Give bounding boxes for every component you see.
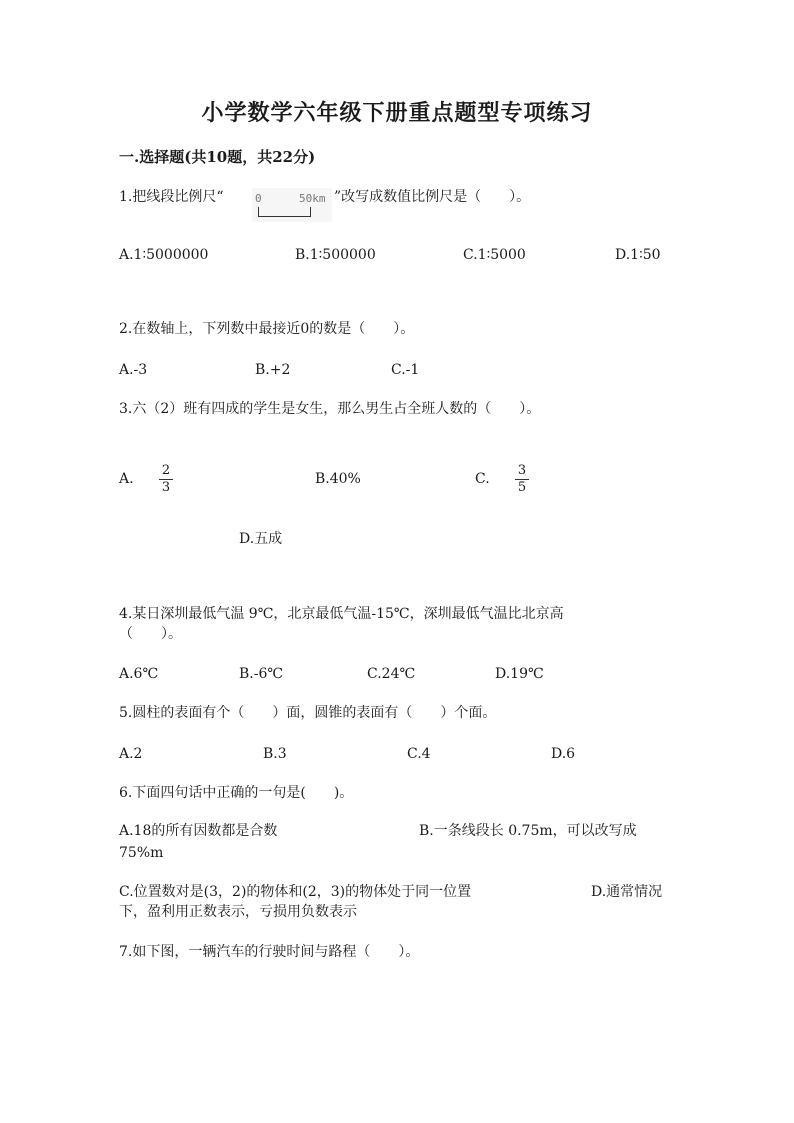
question-5-text: 5.圆柱的表面有个（ ）面，圆锥的表面有（ ）个面。 [119,705,497,721]
question-4-option-c: C.24℃ [367,666,416,682]
scale-bar-figure [252,188,332,222]
question-2-option-b: B.+2 [255,362,291,378]
question-6-option-b-line-2: 75%m [119,845,164,861]
question-2-text: 2.在数轴上，下列数中最接近0的数是（ ）。 [119,321,415,337]
fraction-denominator: 5 [517,480,527,495]
question-3-option-a-label: A. [119,471,134,487]
question-1-option-b: B.1∶500000 [295,247,376,263]
question-3-option-b: B.40% [315,471,361,487]
question-1-text-before: 1.把线段比例尺“ [119,189,224,205]
question-5-option-b: B.3 [263,746,287,762]
question-3-option-a-fraction [159,464,173,495]
question-7-text: 7.如下图，一辆汽车的行驶时间与路程（ ）。 [119,944,420,960]
question-6-option-b-line-1: B.一条线段长 0.75m，可以改写成 [419,823,637,839]
question-1-option-d: D.1∶50 [615,247,661,263]
section-heading: 一.选择题(共10题，共22分) [119,148,316,166]
page-title: 小学数学六年级下册重点题型专项练习 [201,100,593,126]
question-1-option-c: C.1∶5000 [463,247,526,263]
question-3-option-d: D.五成 [239,531,283,547]
question-4-option-d: D.19℃ [495,666,544,682]
question-6-text: 6.下面四句话中正确的一句是( )。 [119,785,354,801]
question-5-option-c: C.4 [407,746,431,762]
question-1-text-after: ”改写成数值比例尺是（ ）。 [334,189,531,205]
question-4-text-line-1: 4.某日深圳最低气温 9℃，北京最低气温-15℃，深圳最低气温比北京高 [119,606,564,622]
question-6-option-d-line-1: D.通常情况 [591,884,663,900]
question-4-option-b: B.-6℃ [239,666,284,682]
question-4-text-line-2: （ ）。 [119,626,182,642]
question-3-text: 3.六（2）班有四成的学生是女生，那么男生占全班人数的（ ）。 [119,401,541,417]
question-1-option-a: A.1∶5000000 [119,247,209,263]
scale-bar-end-label: 50km [299,192,326,205]
question-6-option-a: A.18的所有因数都是合数 [119,823,278,839]
question-6-option-d-line-2: 下，盈利用正数表示，亏损用负数表示 [119,904,357,920]
question-2-option-c: C.-1 [391,362,420,378]
scale-bar-line [258,207,311,217]
question-5-option-a: A.2 [119,746,143,762]
scale-bar-start-label: 0 [255,192,262,205]
question-3-option-c-fraction [515,464,529,495]
fraction-numerator: 2 [159,464,173,480]
question-4-option-a: A.6℃ [119,666,159,682]
question-5-option-d: D.6 [551,746,576,762]
fraction-denominator: 3 [161,480,171,495]
fraction-numerator: 3 [515,464,529,480]
question-3-option-c-label: C. [475,471,490,487]
question-6-option-c: C.位置数对是(3，2)的物体和(2，3)的物体处于同一位置 [119,884,472,900]
question-2-option-a: A.-3 [119,362,148,378]
